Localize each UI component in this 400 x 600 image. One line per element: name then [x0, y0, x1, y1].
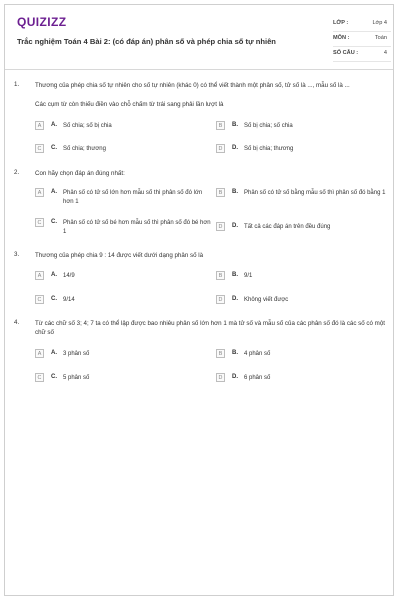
option-box[interactable]: A — [35, 188, 44, 197]
option-box[interactable]: C — [35, 218, 44, 227]
meta-value: Lớp 4 — [372, 20, 387, 26]
option-letter: B. — [232, 189, 238, 195]
option-text: 9/14 — [63, 297, 75, 303]
option-text: Số chia; số bị chia — [63, 123, 112, 129]
option-text: 6 phân số — [244, 375, 271, 381]
option-box[interactable]: D — [216, 373, 225, 382]
question-number: 4. — [14, 319, 20, 326]
question-subtext: Các cụm từ còn thiếu điền vào chỗ chấm từ trái sang phải lần lượt là — [35, 101, 224, 108]
option-letter: B. — [232, 122, 238, 128]
option-letter: A. — [51, 122, 57, 128]
option-letter: D. — [232, 296, 238, 302]
option-text: 5 phân số — [63, 375, 90, 381]
question-text: Thương của phép chia 9 : 14 được viết dưới dạng phân số là — [35, 252, 204, 259]
quizizz-logo: QUIZIZZ — [17, 15, 67, 29]
option-text: Phân số có tử số bé hơn mẫu số thì phân số đó bé hơn 1 — [63, 220, 211, 235]
option-letter: B. — [232, 272, 238, 278]
option-letter: C. — [51, 374, 57, 380]
meta-row-class — [333, 17, 391, 32]
meta-panel — [333, 17, 391, 62]
option-box[interactable]: C — [35, 144, 44, 153]
option-box[interactable]: D — [216, 295, 225, 304]
option-letter: A. — [51, 350, 57, 356]
option-letter: A. — [51, 272, 57, 278]
option-box[interactable]: C — [35, 295, 44, 304]
meta-label: LỚP : — [333, 20, 349, 26]
option-letter: C. — [51, 296, 57, 302]
option-box[interactable]: A — [35, 271, 44, 280]
question-number: 3. — [14, 251, 20, 258]
option-box[interactable]: D — [216, 222, 225, 231]
option-text: Số bị chia; số chia — [244, 123, 293, 129]
option-text: Số chia; thương — [63, 146, 106, 152]
option-box[interactable]: B — [216, 121, 225, 130]
meta-row-question-count — [333, 47, 391, 62]
option-text: 14/9 — [63, 273, 75, 279]
worksheet-header — [5, 5, 393, 70]
option-box[interactable]: B — [216, 271, 225, 280]
option-text: Tất cả các đáp án trên đều đúng — [244, 224, 331, 230]
question-text: Từ các chữ số 3; 4; 7 ta có thể lập được bao nhiêu phân số lớn hơn 1 mà tử số và mẫu số của các phân số đó là các số có một chữ số — [35, 320, 385, 336]
option-letter: C. — [51, 145, 57, 151]
option-box[interactable]: C — [35, 373, 44, 382]
question-text: Thương của phép chia số tự nhiên cho số tự nhiên (khác 0) có thể viết thành một phân số, tử số là ..., mẫu số là ... — [35, 82, 350, 89]
meta-label: MÔN : — [333, 35, 350, 41]
option-box[interactable]: A — [35, 121, 44, 130]
question-text: Con hãy chọn đáp án đúng nhất: — [35, 170, 125, 177]
option-box[interactable]: B — [216, 349, 225, 358]
option-box[interactable]: D — [216, 144, 225, 153]
page-title: Trắc nghiệm Toán 4 Bài 2: (có đáp án) phân số và phép chia số tự nhiên — [17, 37, 276, 46]
option-letter: B. — [232, 350, 238, 356]
option-text: 3 phân số — [63, 351, 90, 357]
option-box[interactable]: B — [216, 188, 225, 197]
option-text: 4 phân số — [244, 351, 271, 357]
option-text: Phân số có tử số bằng mẫu số thì phân số đó bằng 1 — [244, 190, 386, 196]
worksheet-page — [4, 4, 394, 596]
meta-value: Toán — [374, 35, 387, 41]
question-number: 1. — [14, 81, 20, 88]
option-letter: D. — [232, 374, 238, 380]
option-letter: A. — [51, 189, 57, 195]
meta-value: 4 — [383, 50, 387, 56]
meta-label: SỐ CÂU : — [333, 50, 359, 56]
meta-row-subject — [333, 32, 391, 47]
option-text: Không viết được — [244, 297, 289, 303]
option-letter: C. — [51, 219, 57, 225]
question-number: 2. — [14, 169, 20, 176]
option-box[interactable]: A — [35, 349, 44, 358]
option-text: Số bị chia; thương — [244, 146, 294, 152]
option-text: 9/1 — [244, 273, 253, 279]
option-letter: D. — [232, 223, 238, 229]
option-text: Phân số có tử số lớn hơn mẫu số thì phân số đó lớn hơn 1 — [63, 190, 203, 205]
option-letter: D. — [232, 145, 238, 151]
